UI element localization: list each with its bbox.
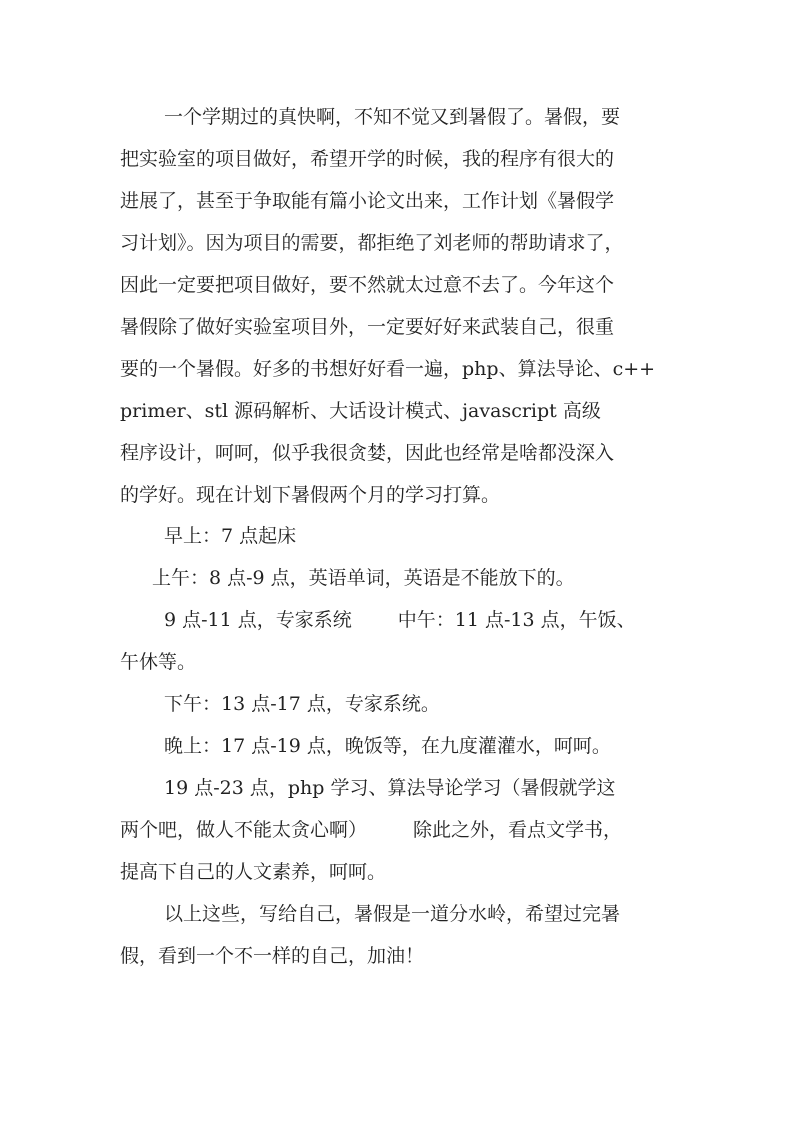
schedule-noon: 中午：11 点-13 点，午饭、	[397, 609, 636, 631]
schedule-noon-cont: 午休等。	[120, 651, 197, 673]
paragraph-line: 要的一个暑假。好多的书想好好看一遍，php、算法导论、c++	[120, 358, 656, 380]
paragraph-line: 习计划》。因为项目的需要，都拒绝了刘老师的帮助请求了，	[120, 232, 624, 254]
paragraph-line: 进展了，甚至于争取能有篇小论文出来，工作计划《暑假学	[120, 190, 615, 212]
closing-line-2: 假，看到一个不一样的自己，加油！	[120, 945, 425, 967]
paragraph-line: 的学好。现在计划下暑假两个月的学习打算。	[120, 484, 501, 506]
schedule-night-2b: 除此之外，看点文学书，	[413, 819, 623, 841]
schedule-am-english: 上午：8 点-9 点，英语单词，英语是不能放下的。	[152, 567, 575, 589]
schedule-wake: 早上：7 点起床	[164, 525, 297, 547]
schedule-night-1: 19 点-23 点，php 学习、算法导论学习（暑假就学这	[164, 777, 616, 799]
paragraph-line: 暑假除了做好实验室项目外，一定要好好来武装自己，很重	[120, 316, 615, 338]
schedule-night-2	[120, 818, 622, 842]
schedule-am-noon-line	[164, 608, 636, 632]
closing-line-1: 以上这些，写给自己，暑假是一道分水岭，希望过完暑	[164, 903, 621, 925]
paragraph-line: 把实验室的项目做好，希望开学的时候，我的程序有很大的	[120, 148, 615, 170]
schedule-night-2a: 两个吧，做人不能太贪心啊）	[120, 819, 368, 841]
paragraph-line: 程序设计，呵呵，似乎我很贪婪，因此也经常是啥都没深入	[120, 442, 615, 464]
schedule-evening: 晚上：17 点-19 点，晚饭等，在九度灌灌水，呵呵。	[164, 735, 611, 757]
paragraph-line: 一个学期过的真快啊，不知不觉又到暑假了。暑假，要	[164, 106, 621, 128]
schedule-afternoon: 下午：13 点-17 点，专家系统。	[164, 693, 440, 715]
paragraph-line: 因此一定要把项目做好，要不然就太过意不去了。今年这个	[120, 274, 615, 296]
paragraph-line: primer、stl 源码解析、大话设计模式、javascript 高级	[120, 400, 601, 422]
schedule-am-expert: 9 点-11 点，专家系统	[164, 609, 352, 631]
schedule-night-3: 提高下自己的人文素养，呵呵。	[120, 861, 387, 883]
